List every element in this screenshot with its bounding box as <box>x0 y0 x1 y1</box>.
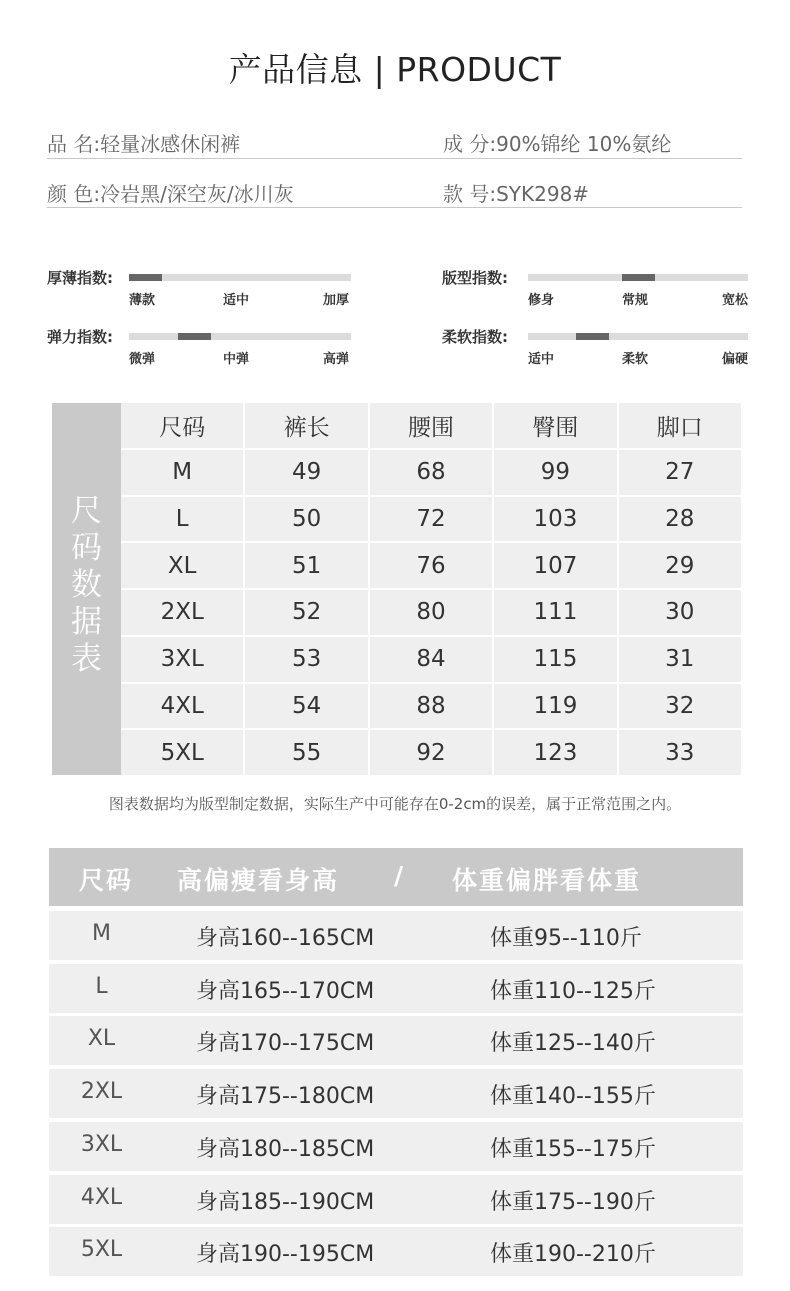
fit-size: 5XL <box>80 1237 123 1263</box>
index-scale <box>442 267 762 327</box>
fit-height: 身高190--195CM <box>196 1242 375 1268</box>
index-track <box>528 333 748 340</box>
index-scale <box>47 326 367 386</box>
index-label: 厚薄指数: <box>47 269 113 287</box>
size-table-cell: 99 <box>494 450 616 495</box>
fit-table-row <box>49 1175 743 1224</box>
size-table-cell: 53 <box>245 637 367 682</box>
size-table-cell: 29 <box>619 543 741 588</box>
size-table-cell: 119 <box>494 684 616 729</box>
fit-table-row <box>49 911 743 960</box>
product-color: 颜 色:冷岩黑/深空灰/冰川灰 <box>47 182 294 206</box>
size-table <box>52 403 741 775</box>
index-option: 中弹 <box>223 352 250 367</box>
fit-height: 身高175--180CM <box>196 1084 375 1110</box>
size-table-cell: 92 <box>370 730 492 775</box>
size-table-cell: 3XL <box>121 637 243 682</box>
size-table-cell: 103 <box>494 497 616 542</box>
index-option: 加厚 <box>323 293 350 308</box>
index-label: 版型指数: <box>442 269 508 287</box>
fit-height: 身高185--190CM <box>196 1189 375 1215</box>
size-table-cell: 54 <box>245 684 367 729</box>
index-option: 微弹 <box>129 352 156 367</box>
fit-header-weight: 体重偏胖看体重 <box>452 866 642 895</box>
product-composition: 成 分:90%锦纶 10%氨纶 <box>443 132 672 156</box>
product-style-no: 款 号:SYK298# <box>443 182 590 206</box>
fit-weight: 体重125--140斤 <box>490 1031 656 1057</box>
size-table-cell: M <box>121 450 243 495</box>
size-table-grid <box>121 403 741 775</box>
size-table-cell: 30 <box>619 590 741 635</box>
index-option: 薄款 <box>129 293 156 308</box>
size-table-cell: 33 <box>619 730 741 775</box>
fit-weight: 体重140--155斤 <box>490 1084 656 1110</box>
info-divider <box>47 207 742 208</box>
size-table-cell: 51 <box>245 543 367 588</box>
fit-header-separator: / <box>394 861 406 890</box>
fit-height: 身高160--165CM <box>196 926 375 951</box>
size-table-cell: 84 <box>370 637 492 682</box>
size-table-cell: 4XL <box>121 684 243 729</box>
index-track <box>129 274 351 281</box>
size-table-cell: 68 <box>370 450 492 495</box>
index-option: 高弹 <box>323 352 350 367</box>
index-option: 适中 <box>223 293 250 308</box>
size-table-cell: 2XL <box>121 590 243 635</box>
size-table-header: 裤长 <box>245 403 367 448</box>
fit-weight: 体重155--175斤 <box>490 1136 656 1162</box>
size-table-cell: 50 <box>245 497 367 542</box>
size-table-cell: 49 <box>245 450 367 495</box>
index-label: 柔软指数: <box>442 328 508 346</box>
size-table-cell: 28 <box>619 497 741 542</box>
index-marker <box>178 333 211 340</box>
fit-weight: 体重95--110斤 <box>490 926 642 951</box>
size-table-cell: 31 <box>619 637 741 682</box>
size-table-cell: 76 <box>370 543 492 588</box>
product-name: 品 名:轻量冰感休闲裤 <box>47 132 241 156</box>
size-table-cell: 111 <box>494 590 616 635</box>
fit-table-row <box>49 964 743 1013</box>
side-label-char: 据 <box>71 604 102 640</box>
size-table-cell: 27 <box>619 450 741 495</box>
fit-size: 2XL <box>80 1079 123 1105</box>
index-marker <box>576 333 609 340</box>
fit-height: 身高165--170CM <box>196 978 375 1004</box>
size-table-cell: 80 <box>370 590 492 635</box>
size-table-cell: L <box>121 497 243 542</box>
side-label-char: 尺 <box>71 493 102 529</box>
size-table-cell: 52 <box>245 590 367 635</box>
fit-size: XL <box>87 1026 116 1052</box>
index-option: 柔软 <box>622 352 649 367</box>
size-table-cell: 55 <box>245 730 367 775</box>
fit-height: 身高180--185CM <box>196 1136 375 1162</box>
size-table-side-label <box>52 403 121 775</box>
fit-table-row <box>49 1016 743 1065</box>
fit-header-height: 高偏瘦看身高 <box>177 866 340 895</box>
index-scale <box>442 326 762 386</box>
size-table-cell: 115 <box>494 637 616 682</box>
size-table-cell: XL <box>121 543 243 588</box>
side-label-char: 表 <box>71 641 102 677</box>
fit-size: 3XL <box>80 1131 123 1157</box>
measurement-note: 图表数据均为版型制定数据，实际生产中可能存在0-2cm的误差，属于正常范围之内。 <box>108 795 682 813</box>
info-divider <box>47 158 742 159</box>
fit-size: 4XL <box>80 1184 123 1210</box>
side-label-char: 码 <box>71 530 102 566</box>
fit-table-row <box>49 1122 743 1171</box>
size-table-cell: 123 <box>494 730 616 775</box>
page-title: 产品信息 | PRODUCT <box>228 50 562 89</box>
size-table-cell: 88 <box>370 684 492 729</box>
size-table-header: 臀围 <box>494 403 616 448</box>
index-option: 偏硬 <box>722 352 749 367</box>
index-track <box>528 274 748 281</box>
fit-weight: 体重175--190斤 <box>490 1189 656 1215</box>
fit-table-header <box>49 848 743 906</box>
fit-size: M <box>92 921 111 946</box>
size-table-header: 腰围 <box>370 403 492 448</box>
size-table-cell: 72 <box>370 497 492 542</box>
index-option: 宽松 <box>722 293 749 308</box>
fit-height: 身高170--175CM <box>196 1031 375 1057</box>
index-scale <box>47 267 367 327</box>
fit-size: L <box>95 973 108 999</box>
fit-table-row <box>49 1227 743 1276</box>
fit-weight: 体重190--210斤 <box>490 1242 656 1268</box>
fit-table-row <box>49 1069 743 1118</box>
size-table-cell: 5XL <box>121 730 243 775</box>
index-marker <box>129 274 162 281</box>
size-table-cell: 32 <box>619 684 741 729</box>
fit-weight: 体重110--125斤 <box>490 978 656 1004</box>
fit-header-size: 尺码 <box>79 866 134 895</box>
side-label-char: 数 <box>71 567 102 603</box>
size-table-header: 尺码 <box>121 403 243 448</box>
index-marker <box>622 274 655 281</box>
size-table-cell: 107 <box>494 543 616 588</box>
index-track <box>129 333 351 340</box>
index-option: 适中 <box>528 352 555 367</box>
index-option: 修身 <box>528 293 555 308</box>
size-table-header: 脚口 <box>619 403 741 448</box>
index-label: 弹力指数: <box>47 328 113 346</box>
index-option: 常规 <box>622 293 649 308</box>
